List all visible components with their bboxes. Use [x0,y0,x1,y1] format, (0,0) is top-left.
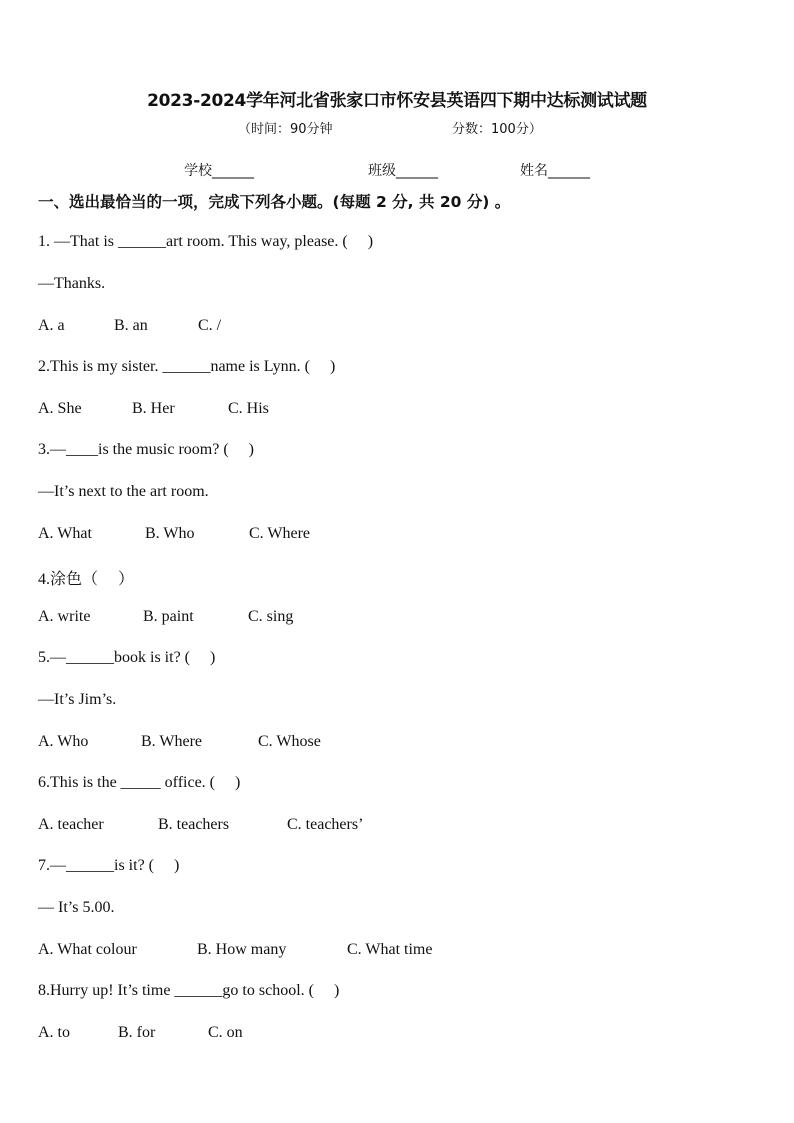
question-1-stem: 1. —That is ______art room. This way, please. ( ) [38,233,374,250]
exam-title: 2023-2024学年河北省张家口市怀安县英语四下期中达标测试试题 [147,91,647,111]
question-7-stem: 7.—______is it? ( ) [38,857,180,874]
question-7-option-c: C. What time [347,941,433,958]
question-5-option-a: A. Who [38,733,89,750]
question-2-option-a: A. She [38,400,82,417]
question-5-option-c: C. Whose [258,733,321,750]
question-6-option-a: A. teacher [38,816,104,833]
question-1-option-b: B. an [114,317,148,334]
question-3-option-c: C. Where [249,525,311,542]
question-4-option-a: A. write [38,608,91,625]
question-6-option-c: C. teachers’ [287,816,364,833]
question-1-option-a: A. a [38,317,65,334]
name-field: 姓名______ [520,163,590,179]
question-6-option-b: B. teachers [158,816,230,833]
question-8-option-c: C. on [208,1024,243,1041]
question-3-option-a: A. What [38,525,92,542]
question-7-option-a: A. What colour [38,941,137,958]
question-6-stem: 6.This is the _____ office. ( ) [38,774,241,791]
question-8-stem: 8.Hurry up! It’s time ______go to school. ( ) [38,982,340,999]
question-5-reply: —It’s Jim’s. [38,691,117,708]
exam-score: 分数：100分） [452,122,542,137]
question-3-option-b: B. Who [145,525,195,542]
question-2-option-c: C. His [228,400,269,417]
section-heading: 一、选出最恰当的一项，完成下列各小题。(每题 2 分, 共 20 分) 。 [38,193,511,211]
question-4-option-b: B. paint [143,608,194,625]
question-4-stem: 4.涂色（ ） [38,571,135,588]
school-field: 学校______ [184,163,254,179]
question-8-option-a: A. to [38,1024,70,1041]
question-7-reply: — It’s 5.00. [38,899,115,916]
question-4-option-c: C. sing [248,608,294,625]
question-8-option-b: B. for [118,1024,156,1041]
question-5-option-b: B. Where [141,733,203,750]
question-5-stem: 5.—______book is it? ( ) [38,649,216,666]
question-1-reply: —Thanks. [38,275,106,292]
class-field: 班级______ [368,163,438,179]
question-7-option-b: B. How many [197,941,287,958]
question-1-option-c: C. / [198,317,222,334]
question-2-option-b: B. Her [132,400,175,417]
question-2-stem: 2.This is my sister. ______name is Lynn. ( ) [38,358,336,375]
exam-time: （时间：90分钟 [238,122,333,137]
question-3-reply: —It’s next to the art room. [38,483,209,500]
question-3-stem: 3.—____is the music room? ( ) [38,441,254,458]
